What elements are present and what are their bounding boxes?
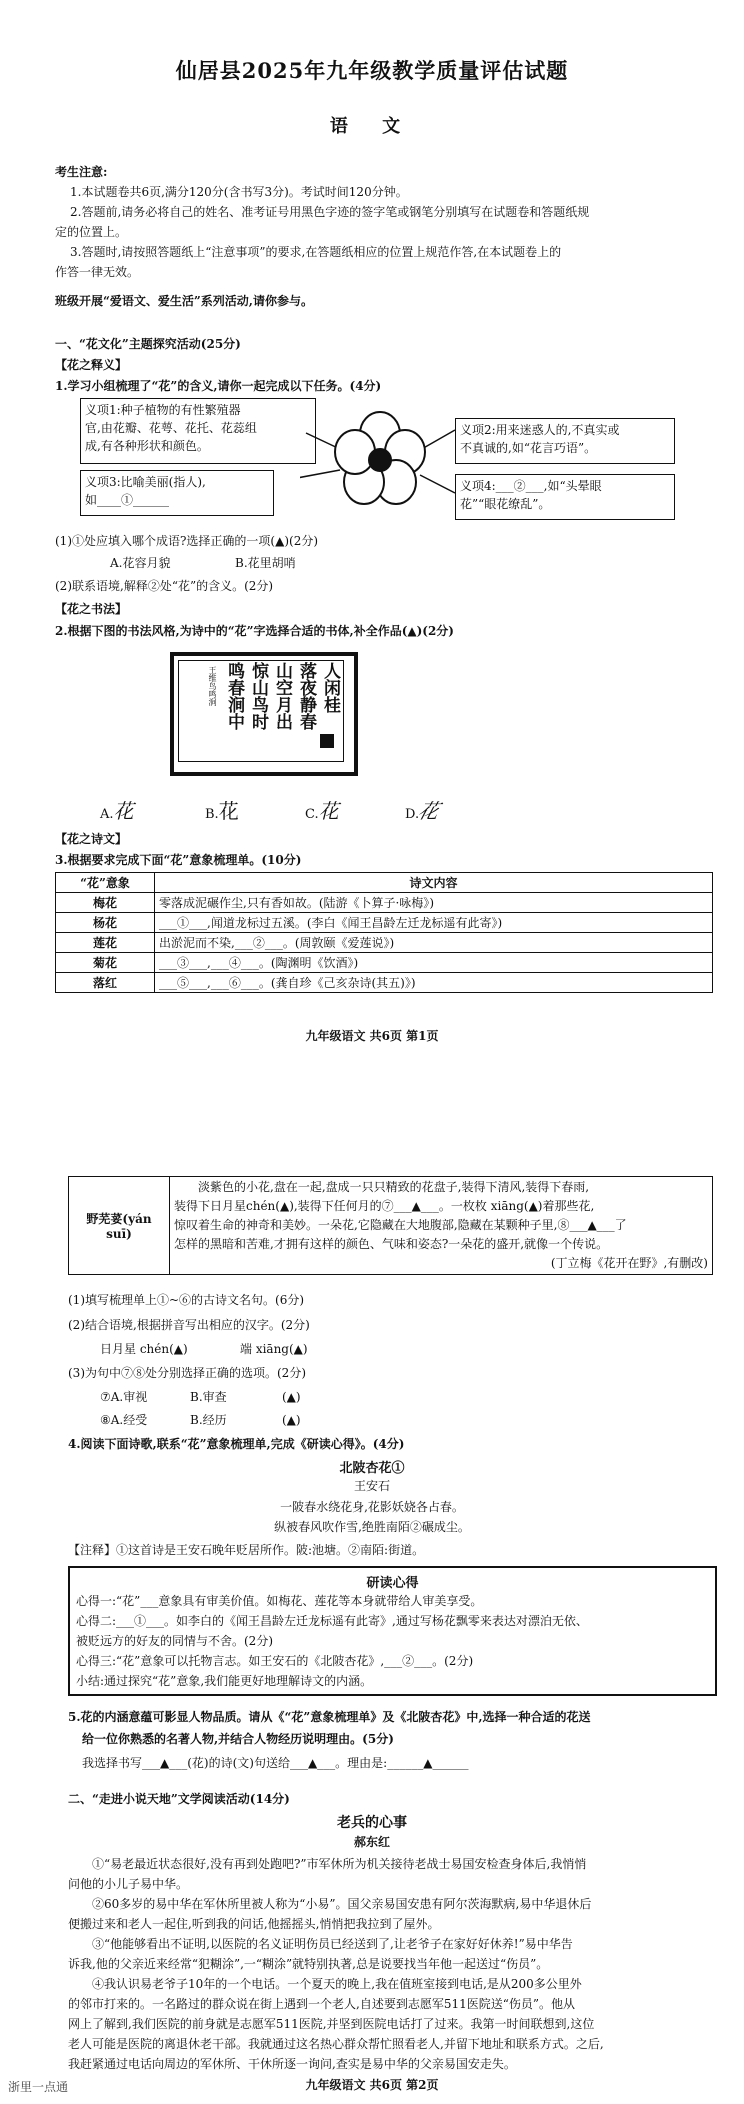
definition-text: 不真诚的,如“花言巧语”。 [460,441,597,455]
table-cell: 梅花 [56,893,155,913]
calligraphy-option-b[interactable] [205,795,239,824]
notice-item: 3.答题时,请按照答题纸上“注意事项”的要求,在答题纸相应的位置上规范作答,在本试题卷上的 [70,245,562,259]
watermark-text: 浙里一点通 [8,2080,69,2094]
notice-item: 作答一律无效。 [55,265,140,279]
exam-subject: 语 文 [329,116,415,137]
calligraphy-column: 惊山鸟时 [248,662,268,730]
exam-title: 仙居县2025年九年级教学质量评估试题 [175,58,569,83]
pinyin-item: 日月星 chén(▲) [100,1342,188,1356]
subsection-heading: 【花之书法】 [55,602,128,616]
definition-text: 义项2:用来迷惑人的,不真实或 [460,423,620,437]
story-line: 便搬过来和老人一起住,听到我的问话,他摇摇头,悄悄把我拉到了屋外。 [68,1917,440,1931]
continued-table [68,1176,713,1275]
definition-text: 官,由花瓣、花萼、花托、花蕊组 [85,421,257,435]
story-line: ②60多岁的易中华在军休所里被人称为“小易”。国父亲易国安患有阿尔茨海默病,易中华退休后 [92,1897,592,1911]
option-item: ⑧A.经受 [100,1413,148,1427]
option-item: ⑦A.审视 [100,1390,148,1404]
table-header: 诗文内容 [155,873,713,893]
study-notes-box [68,1566,717,1696]
study-note-line: 心得一:“花”___意象具有审美价值。如梅花、莲花等本身就带给人审美享受。 [76,1594,483,1608]
table-text-line: 惊叹着生命的神奇和美妙。一朵花,它隐藏在大地腹部,隐藏在某颗种子里,⑧___▲___了 [174,1218,627,1232]
story-line: 的邻市打来的。一名路过的群众说在街上遇到一个老人,自述要到志愿军511医院送“伤员”。他从 [68,1997,575,2011]
definition-text: 义项3:比喻美丽(指人), [85,475,206,489]
notice-item: 1.本试题卷共6页,满分120分(含书写3分)。考试时间120分钟。 [70,185,408,199]
story-body [68,1854,718,2074]
table-cell: 菊花 [56,953,155,973]
notice-heading: 考生注意: [55,165,108,179]
definition-box-4 [455,474,675,520]
question-2: 2.根据下图的书法风格,为诗中的“花”字选择合适的书体,补全作品(▲)(2分) [55,624,454,638]
study-note-line: 被贬远方的好友的同情与不舍。(2分) [76,1634,273,1648]
pinyin-item: 端 xiāng(▲) [240,1342,308,1356]
question-4: 4.阅读下面诗歌,联系“花”意象梳理单,完成《研读心得》。(4分) [68,1437,405,1451]
activity-intro: 班级开展“爱语文、爱生活”系列活动,请你参与。 [55,294,313,308]
option-glyph: 花 [218,799,239,823]
table-header: “花”意象 [56,873,155,893]
notice-item: 2.答题前,请务必将自己的姓名、准考证号用黑色字迹的签字笔或钢笔分别填写在试题卷和答题纸规 [70,205,590,219]
table-row [56,913,713,933]
study-notes-title: 研读心得 [366,1576,419,1591]
study-note-line: 心得三:“花”意象可以托物言志。如王安石的《北陂杏花》,___②___。(2分) [76,1654,474,1668]
question-3-3: (3)为句中⑦⑧处分别选择正确的选项。(2分) [68,1366,306,1380]
flower-diagram [300,405,460,515]
option-b: B.花里胡哨 [235,556,296,570]
poem-note: 【注释】①这首诗是王安石晚年贬居所作。陂:池塘。②南陌:街道。 [68,1543,425,1557]
option-label: B. [205,807,219,822]
table-cell: ___③___,___④___。(陶渊明《饮酒》) [155,953,713,973]
question-1-2: (2)联系语境,解释②处“花”的含义。(2分) [55,579,274,593]
table-cell: 零落成泥碾作尘,只有香如故。(陆游《卜算子·咏梅》) [155,893,713,913]
option-glyph: 花 [318,799,339,823]
calligraphy-column: 人闲桂 [320,662,340,713]
calligraphy-artwork [170,652,358,776]
subsection-heading: 【花之释义】 [55,358,128,372]
page-footer: 九年级语文 共6页 第1页 [305,1029,439,1043]
definition-box-3 [80,470,274,516]
table-cell [170,1177,713,1275]
table-cell: 杨花 [56,913,155,933]
question-5: 5.花的内涵意蕴可影显人物品质。请从《“花”意象梳理单》及《北陂杏花》中,选择一种合适的花送 [68,1710,591,1724]
poem-line: 纵被春风吹作雪,绝胜南陌②碾成尘。 [274,1520,470,1534]
table-cell: ___⑤___,___⑥___。(龚自珍《己亥杂诗(其五)》) [155,973,713,993]
option-item: B.审查 [190,1390,227,1404]
calligraphy-option-a[interactable] [100,795,134,824]
table-cell: 野芜荽(yán suī) [69,1177,170,1275]
table-row [56,893,713,913]
table-cell: 落红 [56,973,155,993]
question-3-1: (1)填写梳理单上①~⑥的古诗文名句。(6分) [68,1293,305,1307]
section-1-heading: 一、“花文化”主题探究活动(25分) [55,337,241,351]
definition-box-2 [455,418,675,464]
table-cell: 出淤泥而不染,___②___。(周敦颐《爱莲说》) [155,933,713,953]
option-label: D. [405,807,420,822]
answer-slot: (▲) [282,1390,301,1404]
calligraphy-column: 落夜静春 [296,662,316,730]
option-label: A. [100,807,114,822]
option-glyph: 花 [415,799,442,823]
story-line: 我赶紧通过电话向周边的军休所、干休所逐一询问,查实是易中华的父亲易国安走失。 [68,2057,516,2071]
definition-text: 如____①______ [85,493,170,507]
definition-box-1 [80,398,316,464]
option-item: B.经历 [190,1413,227,1427]
question-5-answer-line: 我选择书写___▲___(花)的诗(文)句送给___▲___。理由是:______▲______ [82,1756,469,1770]
notice-item: 定的位置上。 [55,225,128,239]
calligraphy-option-d[interactable] [405,795,442,824]
section-2-heading: 二、“走进小说天地”文学阅读活动(14分) [68,1792,290,1806]
story-line: ①“易老最近状态很好,没有再到处跑吧?”市军休所为机关接待老战士易国安检查身体后,我悄悄 [92,1857,587,1871]
story-line: 诉我,他的父亲近来经常“犯糊涂”,一“糊涂”就特别执著,总是说要找当年他一起送过“伤员”。 [68,1957,549,1971]
story-line: ③“他能够看出不证明,以医院的名义证明伤员已经送到了,让老爷子在家好好休养!”易中华告 [92,1937,573,1951]
table-text-line: 装得下日月星chén(▲),装得下任何月的⑦___▲___。一枚枚 xiāng(▲)着那些花, [174,1199,595,1213]
calligraphy-column: 鸣春涧中 [224,662,244,730]
poem-author: 王安石 [353,1479,390,1493]
study-note-line: 小结:通过探究“花”意象,我们能更好地理解诗文的内涵。 [76,1674,373,1688]
table-row [69,1177,713,1275]
question-3: 3.根据要求完成下面“花”意象梳理单。(10分) [55,853,302,867]
table-cell: 莲花 [56,933,155,953]
option-label: C. [305,807,319,822]
flower-imagery-table [55,872,713,993]
definition-text: 义项4:___②___,如“头晕眼 [460,479,602,493]
calligraphy-column: 山空月出 [272,662,292,730]
table-row [56,973,713,993]
definition-text: 义项1:种子植物的有性繁殖器 [85,403,241,417]
table-cell: ___①___,闻道龙标过五溪。(李白《闻王昌龄左迁龙标遥有此寄》) [155,913,713,933]
poem-line: 一陂春水绕花身,花影妖娆各占春。 [280,1500,464,1514]
story-line: ④我认识易老爷子10年的一个电话。一个夏天的晚上,我在值班室接到电话,是从200多公里外 [92,1977,582,1991]
question-1: 1.学习小组梳理了“花”的含义,请你一起完成以下任务。(4分) [55,379,382,393]
study-note-line: 心得二:___①___。如李白的《闻王昌龄左迁龙标遥有此寄》,通过写杨花飘零来表达对漂泊无依、 [76,1614,588,1628]
calligraphy-option-c[interactable] [305,795,339,824]
definition-text: 花”“眼花缭乱”。 [460,497,551,511]
answer-slot: (▲) [282,1413,301,1427]
question-1-1: (1)①处应填入哪个成语?选择正确的一项(▲)(2分) [55,534,319,548]
question-5-cont: 给一位你熟悉的名著人物,并结合人物经历说明理由。(5分) [82,1732,394,1746]
definition-text: 成,有各种形状和颜色。 [85,439,209,453]
subsection-heading: 【花之诗文】 [55,832,128,846]
story-line: 网上了解到,我们医院的前身就是志愿军511医院,并坚到医院电话打了过来。我第一时间联想到,这位 [68,2017,595,2031]
table-row [56,933,713,953]
table-text-line: 淡紫色的小花,盘在一起,盘成一只只精致的花盘子,装得下清风,装得下春雨, [198,1180,590,1194]
table-text-line: (丁立梅《花开在野》,有删改) [550,1256,708,1270]
table-row [56,953,713,973]
poem-title: 北陂杏花① [339,1461,405,1476]
story-author: 郝东红 [353,1835,390,1849]
seal-stamp [320,734,334,748]
page-footer: 九年级语文 共6页 第2页 [305,2078,439,2092]
story-line: 问他的小儿子易中华。 [68,1877,189,1891]
page-1 [0,0,744,1043]
table-text-line: 怎样的黑暗和苦难,才拥有这样的颜色、气味和姿态?一朵花的盛开,就像一个传说。 [174,1237,609,1251]
story-title: 老兵的心事 [337,1815,407,1831]
question-3-2: (2)结合语境,根据拼音写出相应的汉字。(2分) [68,1318,310,1332]
table-header-row [56,873,713,893]
calligraphy-signature: 王维鸟鸣涧 [208,666,217,706]
option-glyph: 花 [113,799,134,823]
page-2 [0,1100,744,2104]
story-line: 老人可能是医院的离退休老干部。我就通过这名热心群众帮忙照看老人,并留下地址和联系方式。之后, [68,2037,604,2051]
option-a: A.花容月貌 [110,556,171,570]
